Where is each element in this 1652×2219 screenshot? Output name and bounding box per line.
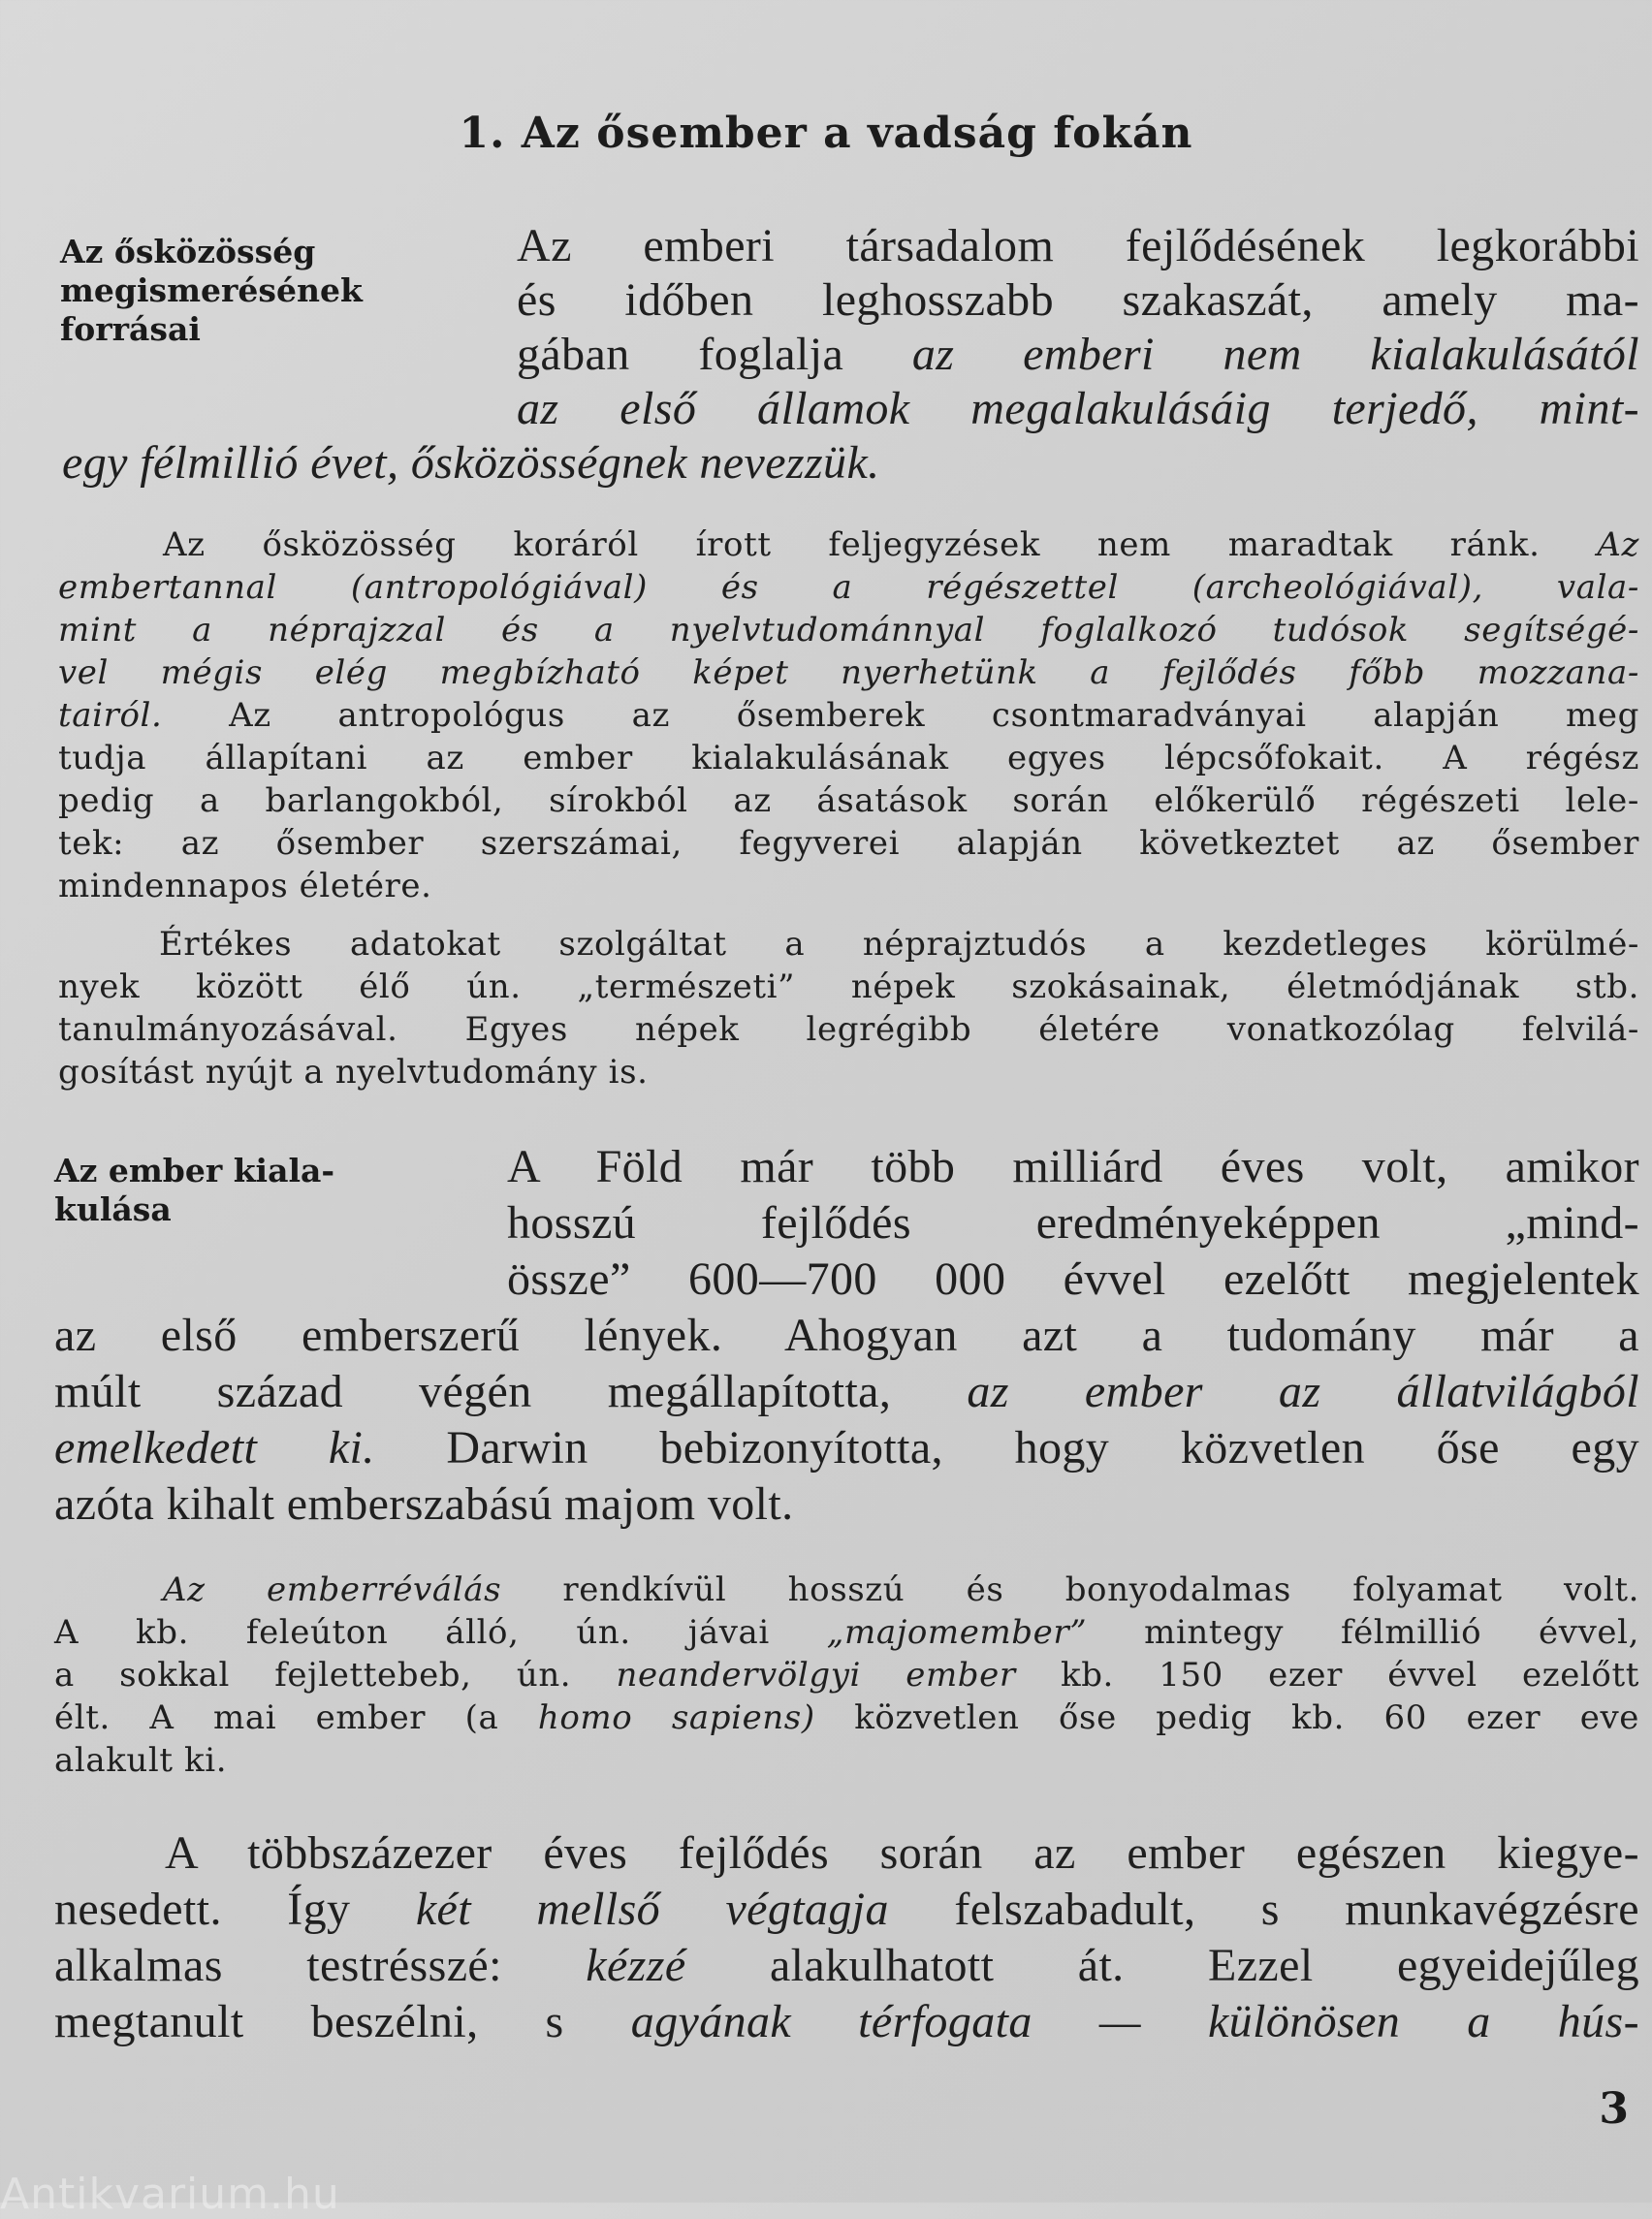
text-line: gában foglalja az emberi nem kialakulásától xyxy=(517,329,1639,380)
text-line: alakult ki. xyxy=(54,1741,228,1780)
chapter-title: 1. Az ősember a vadság fokán xyxy=(459,109,1193,158)
text-line: A Föld már több milliárd éves volt, amikor xyxy=(507,1141,1639,1192)
text-line: tairól. Az antropológus az ősemberek csontmaradványai alapján meg xyxy=(58,696,1639,735)
text-line: A többszázezer éves fejlődés során az ember egészen kiegye- xyxy=(165,1827,1639,1879)
page-number: 3 xyxy=(1599,2084,1629,2134)
text-line: hosszú fejlődés eredményeképpen „mind- xyxy=(507,1197,1639,1249)
text-line: Az emberi társadalom fejlődésének legkorábbi xyxy=(517,220,1639,271)
text-line: és időben leghosszabb szakaszát, amely ma- xyxy=(517,274,1639,326)
text-line: múlt század végén megállapította, az ember az állatvilágból xyxy=(54,1366,1639,1417)
side-heading-line: Az ember kiala- xyxy=(54,1152,335,1189)
text-line: tudja állapítani az ember kialakulásának egyes lépcsőfokait. A régész xyxy=(58,739,1639,777)
text-line: az első államok megalakulásáig terjedő, mint- xyxy=(517,383,1639,434)
side-heading-line: megismerésének xyxy=(60,271,363,309)
side-heading-sources xyxy=(60,233,448,349)
text-line: mint a néprajzzal és a nyelvtudománnyal foglalkozó tudósok segítségé- xyxy=(58,611,1639,650)
text-line: gosítást nyújt a nyelvtudomány is. xyxy=(58,1053,649,1092)
side-heading-line: Az ősközösség xyxy=(60,233,316,270)
text-line: tek: az ősember szerszámai, fegyverei alapján következtet az ősember xyxy=(58,824,1639,863)
text-line: Az ősközösség koráról írott feljegyzések nem maradtak ránk. Az xyxy=(163,525,1639,564)
text-line: össze” 600—700 000 évvel ezelőtt megjelentek xyxy=(507,1253,1639,1305)
text-line: nyek között élő ún. „természeti” népek szokásainak, életmódjának stb. xyxy=(58,967,1639,1006)
text-line: embertannal (antropológiával) és a régészettel (archeológiával), vala- xyxy=(58,568,1639,607)
text-line: alkalmas testrésszé: kézzé alakulhatott át. Ezzel egyeidejűleg xyxy=(54,1940,1639,1991)
text-line: A kb. feleúton álló, ún. jávai „majomember” mintegy félmillió évvel, xyxy=(54,1613,1639,1652)
text-line: egy félmillió évet, ősközösségnek nevezzük. xyxy=(62,437,880,489)
side-heading-line: forrásai xyxy=(60,310,201,348)
text-line: a sokkal fejlettebeb, ún. neandervölgyi ember kb. 150 ezer évvel ezelőtt xyxy=(54,1656,1640,1695)
text-line: nesedett. Így két mellső végtagja felszabadult, s munkavégzésre xyxy=(54,1884,1639,1935)
side-heading-origin xyxy=(54,1152,442,1229)
text-line: azóta kihalt emberszabású majom volt. xyxy=(54,1478,794,1530)
text-line: Az emberréválás rendkívül hosszú és bonyodalmas folyamat volt. xyxy=(163,1570,1639,1609)
text-line: Értékes adatokat szolgáltat a néprajztudós a kezdetleges körülmé- xyxy=(159,925,1639,964)
text-line: vel mégis elég megbízható képet nyerhetünk a fejlődés főbb mozzana- xyxy=(58,653,1639,692)
watermark: Antikvarium.hu xyxy=(0,2170,340,2219)
text-line: élt. A mai ember (a homo sapiens) közvetlen őse pedig kb. 60 ezer eve xyxy=(54,1698,1639,1737)
text-line: tanulmányozásával. Egyes népek legrégibb életére vonatkozólag felvilá- xyxy=(58,1010,1639,1049)
text-line: az első emberszerű lények. Ahogyan azt a tudomány már a xyxy=(54,1310,1639,1361)
text-line: mindennapos életére. xyxy=(58,867,432,905)
text-line: pedig a barlangokból, sírokból az ásatások során előkerülő régészeti lele- xyxy=(58,781,1639,820)
side-heading-line: kulása xyxy=(54,1190,172,1228)
text-line: emelkedett ki. Darwin bebizonyította, hogy közvetlen őse egy xyxy=(54,1422,1639,1474)
text-line: megtanult beszélni, s agyának térfogata — különösen a hús- xyxy=(54,1996,1639,2047)
